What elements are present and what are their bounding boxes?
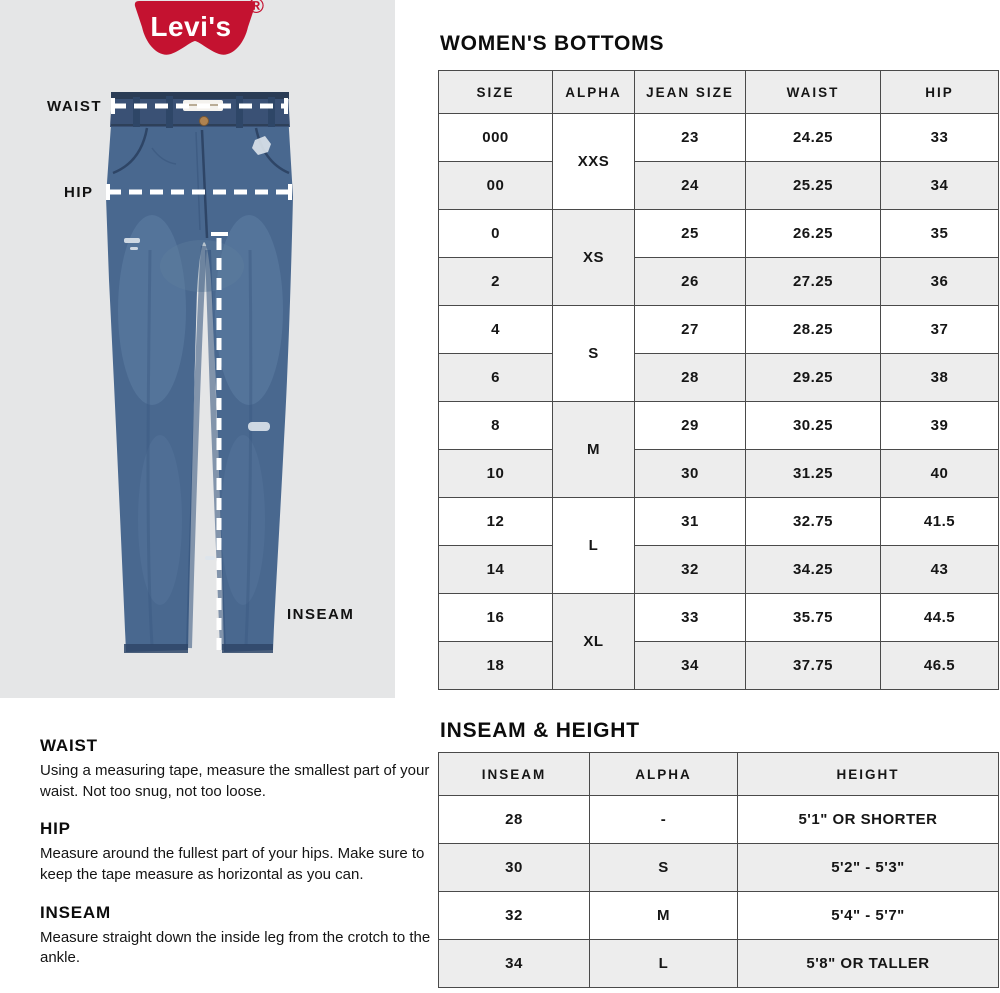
size-cell: 10 bbox=[439, 450, 553, 498]
alpha-cell: S bbox=[553, 306, 635, 402]
waist-cell: 28.25 bbox=[746, 306, 881, 354]
alpha-cell: M bbox=[553, 402, 635, 498]
waist-cell: 37.75 bbox=[746, 642, 881, 690]
alpha-cell: XS bbox=[553, 210, 635, 306]
belt-loop bbox=[166, 96, 173, 128]
size-cell: 18 bbox=[439, 642, 553, 690]
alpha-cell: XL bbox=[553, 594, 635, 690]
inseam-height-title: INSEAM & HEIGHT bbox=[440, 719, 640, 742]
table-row bbox=[439, 940, 999, 988]
height-cell: 5'2" - 5'3" bbox=[738, 844, 999, 892]
jean-size-cell: 27 bbox=[635, 306, 746, 354]
hip-cell: 44.5 bbox=[881, 594, 999, 642]
header-row bbox=[439, 753, 999, 796]
inseam-cell: 28 bbox=[439, 796, 590, 844]
jean-size-cell: 28 bbox=[635, 354, 746, 402]
jean-size-cell: 29 bbox=[635, 402, 746, 450]
hip-cell: 33 bbox=[881, 114, 999, 162]
col-inseam: INSEAM bbox=[439, 753, 590, 796]
table-row bbox=[439, 258, 999, 306]
height-cell: 5'8" OR TALLER bbox=[738, 940, 999, 988]
jean-size-cell: 34 bbox=[635, 642, 746, 690]
waist-cell: 24.25 bbox=[746, 114, 881, 162]
table-row bbox=[439, 844, 999, 892]
measuring-guide bbox=[40, 736, 440, 986]
header-row bbox=[439, 71, 999, 114]
hip-cell: 38 bbox=[881, 354, 999, 402]
inseam-height-table bbox=[438, 752, 999, 988]
table-row bbox=[439, 402, 999, 450]
womens-bottoms-title: WOMEN'S BOTTOMS bbox=[440, 32, 665, 55]
table-row bbox=[439, 306, 999, 354]
jean-size-cell: 23 bbox=[635, 114, 746, 162]
col-jean-size: JEAN SIZE bbox=[635, 71, 746, 114]
size-cell: 14 bbox=[439, 546, 553, 594]
inseam-cell: 32 bbox=[439, 892, 590, 940]
height-cell: 5'1" OR SHORTER bbox=[738, 796, 999, 844]
hip-guide-text: Measure around the fullest part of your hips. Make sure to keep the tape measure as horizontal as you can. bbox=[40, 845, 425, 884]
waist-cell: 26.25 bbox=[746, 210, 881, 258]
belt-loop bbox=[133, 97, 140, 127]
jean-size-cell: 25 bbox=[635, 210, 746, 258]
hip-figure-label: HIP bbox=[64, 184, 94, 201]
denim-wash bbox=[221, 435, 265, 605]
table-row bbox=[439, 594, 999, 642]
hip-cell: 41.5 bbox=[881, 498, 999, 546]
alpha-cell: XXS bbox=[553, 114, 635, 210]
table-row bbox=[439, 114, 999, 162]
registered-trademark-icon: ® bbox=[248, 0, 264, 18]
hip-cell: 35 bbox=[881, 210, 999, 258]
waist-cell: 32.75 bbox=[746, 498, 881, 546]
waist-cell: 31.25 bbox=[746, 450, 881, 498]
womens-bottoms-table bbox=[438, 70, 999, 690]
jean-size-cell: 33 bbox=[635, 594, 746, 642]
table-row bbox=[439, 546, 999, 594]
table-row bbox=[439, 498, 999, 546]
col-size: SIZE bbox=[439, 71, 553, 114]
alpha-cell: M bbox=[590, 892, 738, 940]
alpha-cell: - bbox=[590, 796, 738, 844]
jean-size-cell: 31 bbox=[635, 498, 746, 546]
hip-cell: 37 bbox=[881, 306, 999, 354]
hip-guide-heading: HIP bbox=[40, 819, 71, 839]
height-cell: 5'4" - 5'7" bbox=[738, 892, 999, 940]
jeans-button bbox=[200, 117, 209, 126]
waist-cell: 29.25 bbox=[746, 354, 881, 402]
col-alpha: ALPHA bbox=[553, 71, 635, 114]
denim-wash bbox=[118, 215, 186, 405]
size-cell: 8 bbox=[439, 402, 553, 450]
inseam-figure-label: INSEAM bbox=[287, 606, 355, 623]
hip-cell: 40 bbox=[881, 450, 999, 498]
table-row bbox=[439, 642, 999, 690]
inseam-guide-heading: INSEAM bbox=[40, 902, 111, 922]
alpha-cell: S bbox=[590, 844, 738, 892]
logo-brand-text: Levi's bbox=[150, 11, 232, 42]
waist-guide-heading: WAIST bbox=[40, 736, 98, 755]
jean-size-cell: 32 bbox=[635, 546, 746, 594]
waist-cell: 25.25 bbox=[746, 162, 881, 210]
belt-loop bbox=[236, 96, 243, 128]
waist-cell: 30.25 bbox=[746, 402, 881, 450]
size-cell: 0 bbox=[439, 210, 553, 258]
inseam-cell: 30 bbox=[439, 844, 590, 892]
alpha-cell: L bbox=[590, 940, 738, 988]
col-height: HEIGHT bbox=[738, 753, 999, 796]
size-cell: 6 bbox=[439, 354, 553, 402]
jean-size-cell: 26 bbox=[635, 258, 746, 306]
size-cell: 16 bbox=[439, 594, 553, 642]
leg-hem bbox=[124, 644, 188, 653]
table-row bbox=[439, 210, 999, 258]
denim-wash bbox=[138, 435, 182, 605]
table-row bbox=[439, 796, 999, 844]
denim-wash bbox=[215, 215, 283, 405]
size-cell: 4 bbox=[439, 306, 553, 354]
hip-cell: 43 bbox=[881, 546, 999, 594]
hip-cell: 34 bbox=[881, 162, 999, 210]
size-cell: 00 bbox=[439, 162, 553, 210]
inseam-cell: 34 bbox=[439, 940, 590, 988]
belt-loop bbox=[268, 97, 275, 127]
size-cell: 12 bbox=[439, 498, 553, 546]
levis-logo bbox=[132, 0, 264, 66]
hip-cell: 39 bbox=[881, 402, 999, 450]
size-cell: 000 bbox=[439, 114, 553, 162]
inseam-guide-text: Measure straight down the inside leg from the crotch to the ankle. bbox=[40, 928, 431, 967]
leg-hem bbox=[222, 644, 273, 653]
hip-cell: 36 bbox=[881, 258, 999, 306]
jean-size-cell: 30 bbox=[635, 450, 746, 498]
waist-cell: 34.25 bbox=[746, 546, 881, 594]
size-cell: 2 bbox=[439, 258, 553, 306]
table-row bbox=[439, 450, 999, 498]
table-row bbox=[439, 354, 999, 402]
col-hip: HIP bbox=[881, 71, 999, 114]
col-alpha: ALPHA bbox=[590, 753, 738, 796]
hip-cell: 46.5 bbox=[881, 642, 999, 690]
waist-guide-text: Using a measuring tape, measure the smallest part of your waist. Not too snug, not too loose. bbox=[40, 762, 430, 800]
table-row bbox=[439, 892, 999, 940]
col-waist: WAIST bbox=[746, 71, 881, 114]
table-row bbox=[439, 162, 999, 210]
jeans-figure-panel bbox=[0, 0, 395, 698]
waist-cell: 35.75 bbox=[746, 594, 881, 642]
waist-figure-label: WAIST bbox=[47, 98, 102, 115]
jean-size-cell: 24 bbox=[635, 162, 746, 210]
waist-cell: 27.25 bbox=[746, 258, 881, 306]
alpha-cell: L bbox=[553, 498, 635, 594]
